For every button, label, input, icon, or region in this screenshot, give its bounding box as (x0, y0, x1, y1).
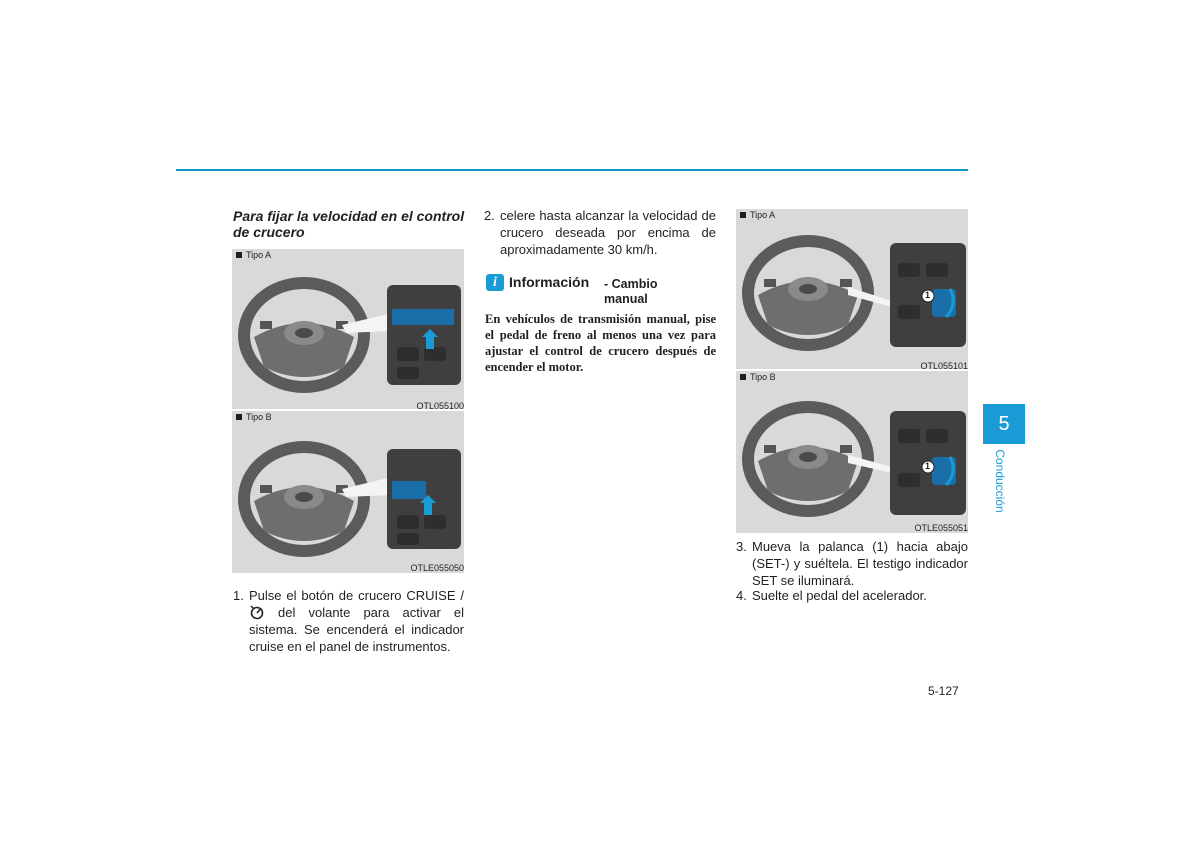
step-1: 1. Pulse el botón de crucero CRUISE / del volante para activar el sistema. Se encenderá el indicador cruise en el panel de instrumentos. (233, 588, 464, 654)
step-4: 4. Suelte el pedal del acelerador. (736, 588, 927, 603)
steering-wheel-illustration (232, 411, 464, 573)
section-heading: Para fijar la velocidad en el control de crucero (233, 208, 465, 240)
figure-code: OTLE055051 (914, 523, 968, 533)
info-subtitle: - Cambio manual (604, 277, 658, 306)
chapter-number-tab: 5 (983, 404, 1025, 444)
header-rule (176, 169, 968, 171)
callout-1: 1 (925, 461, 931, 471)
figure-code: OTLE055050 (410, 563, 464, 573)
step-3: 3. Mueva la palanca (1) hacia abajo (SET-) y suéltela. El testigo indicador SET se iluminará. (736, 539, 968, 588)
cruise-icon (249, 605, 265, 619)
figure-code: OTL055101 (920, 361, 968, 371)
chapter-label: Conducción (993, 449, 1007, 513)
step-2: 2. celere hasta alcanzar la velocidad de crucero deseada por encima de aproximadamente 30 km/h. (484, 208, 716, 257)
steering-wheel-illustration (736, 209, 968, 369)
figure-left-tipo-a (232, 249, 464, 409)
figure-code: OTL055100 (416, 401, 464, 411)
figure-left-tipo-b (232, 411, 464, 573)
figure-tag: Tipo A (740, 210, 775, 220)
figure-tag: Tipo B (236, 412, 272, 422)
figure-right-tipo-a (736, 209, 968, 369)
figure-tag: Tipo B (740, 372, 776, 382)
callout-1: 1 (925, 290, 931, 300)
info-header (486, 272, 716, 308)
info-body: En vehículos de transmisión manual, pise el pedal de freno al menos una vez para ajustar el control de crucero después de encender el motor. (485, 312, 716, 374)
figure-tag: Tipo A (236, 250, 271, 260)
steering-wheel-illustration (232, 249, 464, 409)
info-icon: i (486, 274, 504, 291)
info-title: Información (509, 274, 590, 290)
figure-right-tipo-b (736, 371, 968, 533)
page-number: 5-127 (928, 684, 959, 698)
steering-wheel-illustration (736, 371, 968, 533)
